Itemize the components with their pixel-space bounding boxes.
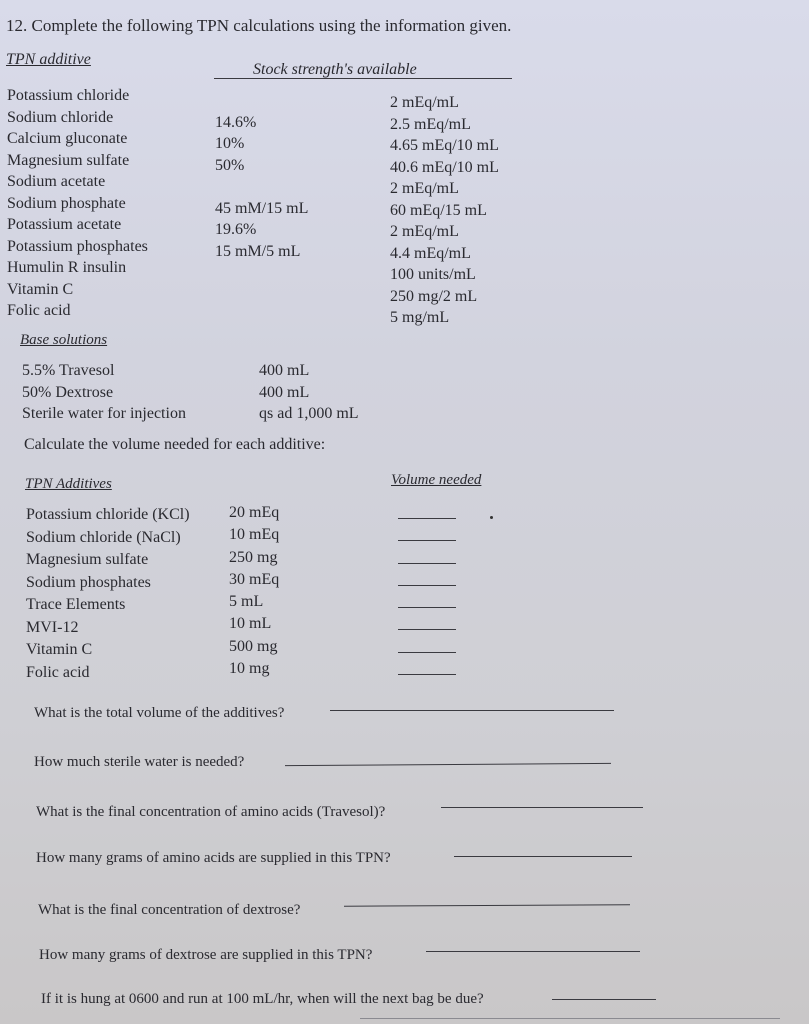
order-additive-name: MVI-12	[26, 618, 79, 636]
order-additive-name: Magnesium sulfate	[26, 551, 149, 568]
question-title: 12. Complete the following TPN calculations using the information given.	[6, 16, 512, 35]
stock-strength-right: 5 mg/mL	[390, 309, 450, 326]
stock-strength-mid	[215, 284, 308, 306]
page-edge-line	[360, 1018, 780, 1019]
base-solution-list	[22, 360, 186, 425]
stock-strength-mid	[215, 90, 308, 112]
stock-additive-name: Vitamin C	[7, 280, 74, 298]
order-additive-name: Folic acid	[26, 663, 90, 681]
volume-blank[interactable]	[398, 652, 456, 653]
order-dose: 500 mg	[229, 637, 278, 655]
answer-line[interactable]	[285, 763, 611, 766]
volume-blank[interactable]	[398, 629, 456, 630]
order-dose: 250 mg	[229, 548, 278, 566]
order-additive-name: Vitamin C	[26, 641, 93, 658]
stock-additive-name: Sodium phosphate	[7, 194, 126, 212]
answer-line[interactable]	[344, 904, 630, 906]
order-additive-list	[26, 504, 190, 684]
question-total-volume: What is the total volume of the additives?	[34, 705, 285, 721]
base-solution-amount: 400 mL	[259, 383, 310, 401]
base-solution-amount-list	[259, 360, 359, 425]
question-amino-acid-concentration: What is the final concentration of amino acids (Travesol)?	[36, 804, 386, 820]
volume-needed-header: Volume needed	[391, 472, 482, 488]
stock-strength-right-list	[390, 92, 499, 329]
order-dose-list	[229, 502, 279, 680]
stock-additive-name: Potassium chloride	[7, 87, 130, 104]
stock-additive-name: Sodium acetate	[7, 173, 106, 190]
stock-strength-right: 100 units/mL	[390, 266, 476, 283]
stock-strength-right: 60 mEq/15 mL	[390, 201, 487, 219]
stock-strength-mid-list	[215, 90, 308, 327]
volume-blank[interactable]	[398, 518, 456, 519]
base-solution-amount: 400 mL	[259, 362, 310, 379]
instruction-text: Calculate the volume needed for each additive:	[24, 436, 326, 453]
question-sterile-water: How much sterile water is needed?	[34, 754, 245, 770]
tpn-additives-header: TPN Additives	[25, 476, 112, 492]
stock-strength-right: 40.6 mEq/10 mL	[390, 158, 499, 176]
stock-strength-right: 2 mEq/mL	[390, 94, 459, 111]
pen-mark	[490, 516, 493, 519]
answer-line[interactable]	[441, 807, 643, 808]
order-dose: 10 mg	[229, 660, 270, 678]
stock-additive-name: Folic acid	[7, 302, 71, 319]
order-additive-name: Potassium chloride (KCl)	[26, 506, 190, 523]
stock-strength-mid	[215, 305, 308, 327]
order-dose: 5 mL	[229, 593, 264, 611]
stock-strength-right: 250 mg/2 mL	[390, 287, 478, 305]
question-next-bag-due: If it is hung at 0600 and run at 100 mL/hr, when will the next bag be due?	[41, 991, 484, 1007]
volume-blank[interactable]	[398, 585, 456, 586]
stock-additive-name: Magnesium sulfate	[7, 151, 130, 169]
order-additive-name: Sodium phosphates	[26, 573, 151, 591]
question-amino-acid-grams: How many grams of amino acids are supplied in this TPN?	[36, 850, 391, 866]
order-dose: 20 mEq	[229, 504, 280, 521]
order-additive-name: Trace Elements	[26, 596, 126, 613]
stock-strength-mid: 45 mM/15 mL	[215, 199, 309, 217]
volume-blank[interactable]	[398, 674, 456, 675]
stock-strength-right: 4.4 mEq/mL	[390, 244, 471, 262]
header-stock-strength: Stock strength's available	[253, 61, 417, 78]
stock-additive-name: Sodium chloride	[7, 108, 114, 126]
question-dextrose-grams: How many grams of dextrose are supplied in this TPN?	[39, 947, 373, 963]
volume-blank[interactable]	[398, 563, 456, 564]
stock-additive-list	[7, 85, 148, 322]
stock-additive-name: Potassium phosphates	[7, 237, 148, 255]
stock-strength-right: 2 mEq/mL	[390, 223, 459, 240]
stock-strength-mid: 50%	[215, 156, 245, 174]
base-solution-amount: qs ad 1,000 mL	[259, 405, 359, 422]
stock-additive-name: Calcium gluconate	[7, 130, 128, 147]
stock-additive-name: Potassium acetate	[7, 216, 122, 233]
stock-strength-mid: 10%	[215, 135, 245, 152]
volume-blank[interactable]	[398, 607, 456, 608]
stock-strength-mid: 15 mM/5 mL	[215, 242, 301, 260]
base-solution-name: 5.5% Travesol	[22, 362, 115, 379]
answer-line[interactable]	[454, 856, 632, 857]
order-dose: 30 mEq	[229, 570, 280, 588]
base-solutions-header: Base solutions	[20, 332, 108, 348]
question-dextrose-concentration: What is the final concentration of dextrose?	[38, 902, 301, 918]
stock-strength-right: 2 mEq/mL	[390, 180, 459, 197]
answer-line[interactable]	[552, 999, 656, 1000]
stock-strength-mid: 19.6%	[215, 221, 257, 238]
stock-additive-name: Humulin R insulin	[7, 259, 127, 276]
stock-strength-mid	[215, 176, 308, 198]
base-solution-name: 50% Dextrose	[22, 383, 114, 401]
answer-line[interactable]	[330, 710, 614, 711]
stock-strength-mid	[215, 262, 308, 284]
stock-strength-mid: 14.6%	[215, 113, 257, 131]
base-solution-name: Sterile water for injection	[22, 405, 186, 422]
answer-line[interactable]	[426, 951, 640, 952]
header-tpn-additive: TPN additive	[6, 51, 91, 68]
order-dose: 10 mL	[229, 615, 272, 633]
order-additive-name: Sodium chloride (NaCl)	[26, 528, 181, 546]
order-dose: 10 mEq	[229, 526, 280, 544]
stock-strength-right: 4.65 mEq/10 mL	[390, 137, 499, 154]
volume-blank[interactable]	[398, 540, 456, 541]
stock-strength-right: 2.5 mEq/mL	[390, 115, 471, 133]
